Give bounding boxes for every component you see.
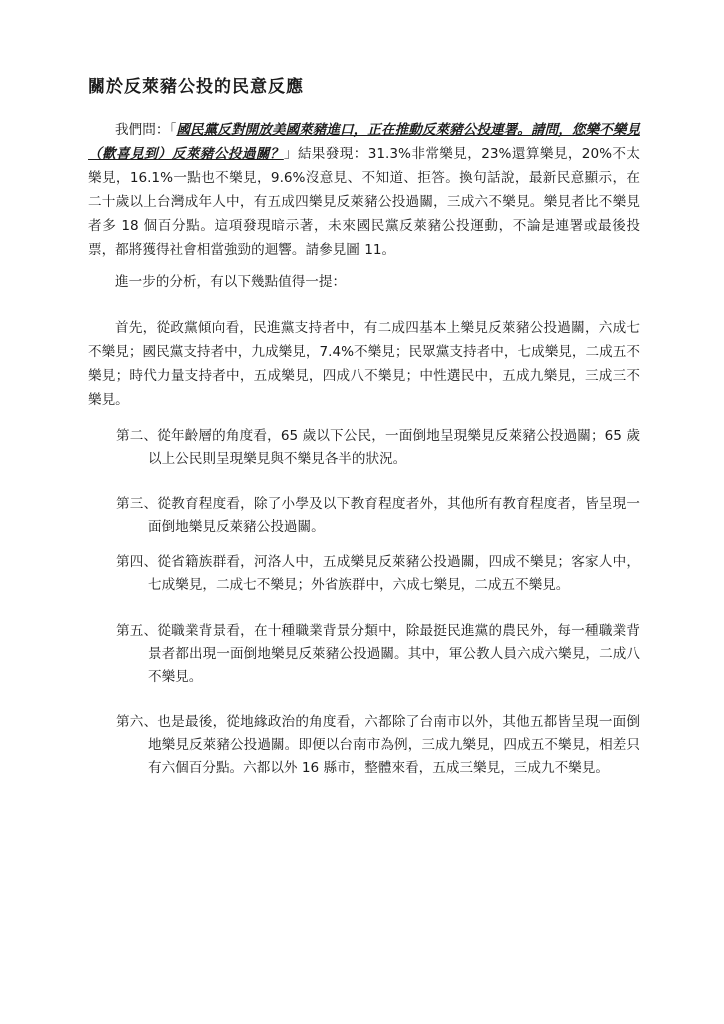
intro-results: 」結果發現：31.3%非常樂見，23%還算樂見，20%不太樂見，16.1%一點也不樂見，9.6%沒意見、不知道、拒答。換句話說，最新民意顯示，在二十歲以上台灣成年人中，有五成四樂見反萊豬公投過關，三成六不樂見。樂見者比不樂見者多 18 個百分點。這項發現暗示著，未來國民黨反萊豬公投運動，不論是連署或最後投票，都將獲得社會相當強勁的迴響。請參見圖 11。 xyxy=(88,146,640,258)
list-item-fourth: 第四、從省籍族群看，河洛人中，五成樂見反萊豬公投過關，四成不樂見；客家人中，七成樂見，二成七不樂見；外省族群中，六成七樂見，二成五不樂見。 xyxy=(116,554,640,593)
list-item-sixth: 第六、也是最後，從地緣政治的角度看，六都除了台南市以外，其他五都皆呈現一面倒地樂見反萊豬公投過關。即便以台南市為例，三成九樂見，四成五不樂見，相差只有六個百分點。六都以外 16 縣市，整體來看，五成三樂見，三成九不樂見。 xyxy=(116,714,640,776)
list-item-third: 第三、從教育程度看，除了小學及以下教育程度者外，其他所有教育程度者，皆呈現一面倒地樂見反萊豬公投過關。 xyxy=(116,496,640,535)
first-point-paragraph: 首先，從政黨傾向看，民進黨支持者中，有二成四基本上樂見反萊豬公投過關，六成七不樂見；國民黨支持者中，九成樂見，7.4%不樂見；民眾黨支持者中，七成樂見，二成五不樂見；時代力量支持者中，五成樂見，四成八不樂見；中性選民中，五成九樂見，三成三不樂見。 xyxy=(88,320,640,408)
survey-question: 國民黨反對開放美國萊豬進口，正在推動反萊豬公投連署。請問，您樂不樂見（歡喜見到）反萊豬公投過關？ xyxy=(88,122,640,162)
document-title: 關於反萊豬公投的民意反應 xyxy=(88,77,304,97)
intro-paragraph xyxy=(88,118,640,262)
list-item-second: 第二、從年齡層的角度看，65 歲以下公民，一面倒地呈現樂見反萊豬公投過關；65 歲以上公民則呈現樂見與不樂見各半的狀況。 xyxy=(116,428,640,467)
intro-lead: 我們問：「 xyxy=(115,122,177,138)
list-item-fifth: 第五、從職業背景看，在十種職業背景分類中，除最挺民進黨的農民外，每一種職業背景者都出現一面倒地樂見反萊豬公投過關。其中，軍公教人員六成六樂見，二成八不樂見。 xyxy=(116,623,640,685)
analysis-intro-paragraph: 進一步的分析，有以下幾點值得一提： xyxy=(115,274,347,290)
